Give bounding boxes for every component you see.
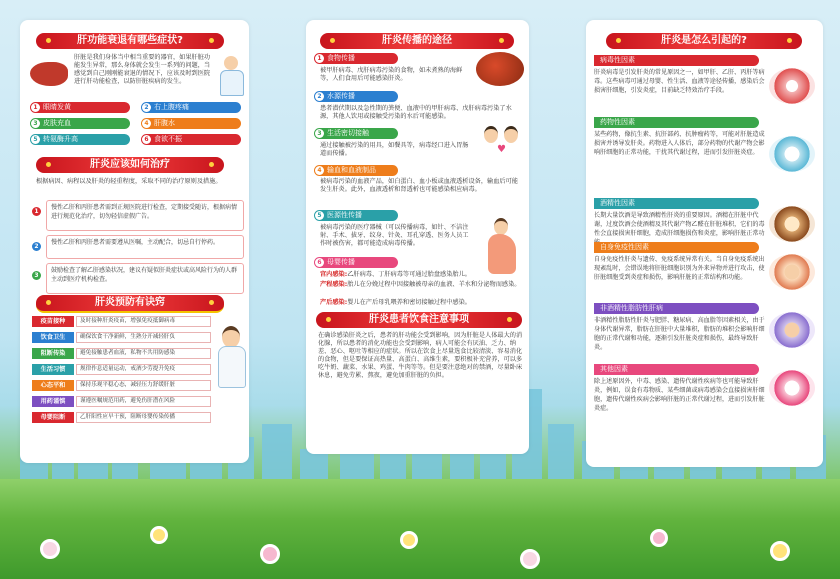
- cause-heading: 病毒性因素: [594, 55, 759, 66]
- prevention-text: 乙肝阳性应早干预，阻断母婴传染传播: [76, 412, 211, 423]
- route-text: 被甲肝病毒、戊肝病毒污染的食物，如未煮熟的海鲜等，人们食用后可能感染肝炎。: [320, 67, 463, 82]
- symptom-item: 2 右上腹疼痛: [141, 102, 241, 113]
- doctor-head-icon: [224, 56, 238, 70]
- doctor-coat-icon: [218, 346, 246, 388]
- cause-text: 非酒精性脂肪性肝炎与肥胖、糖尿病、高血脂等因素相关，由于身体代谢异常，脂肪在肝脏中大量堆积，脂肪的堆积会影响肝细胞的正常代谢和功能，逐渐引发肝脏炎症和损伤，最终导致肝炎。: [594, 317, 765, 351]
- prevention-label: 饮食卫生: [32, 332, 74, 343]
- cause-text: 肝炎病毒是引发肝炎的常见原因之一，如甲肝、乙肝、丙肝等病毒。这些病毒可通过母婴、性生活、血液等途径传播，感染后会损害肝细胞，引发炎症，目前缺乏特效治疗手段。: [594, 69, 765, 94]
- route-heading: 3 生活密切接触: [314, 128, 398, 139]
- middle-panel: [306, 20, 529, 454]
- prevention-label: 疫苗接种: [32, 316, 74, 327]
- sick-person-icon: [769, 254, 815, 290]
- couple-illustration: [482, 124, 522, 168]
- heart-icon: ♥: [497, 144, 506, 155]
- alcohol-bottle-icon: [769, 206, 815, 242]
- cause-text: 长期大量饮酒是导致酒精性肝炎的重要原因。酒精在肝脏中代谢，过度饮酒会使酒精及其代谢产物乙醛在肝脏堆积，它们的毒性会直接损害肝细胞，造成肝细胞损伤和炎症，影响肝脏正常功: [594, 212, 765, 237]
- lab-test-icon: [769, 370, 815, 406]
- route-text: 患者潜伏期以及急性期的粪便、血液中的甲肝病毒、戊肝病毒污染了水源，其他人饮用或接触受污染的水后可能感染。: [320, 105, 512, 120]
- route-heading: 5 医源性传播: [314, 210, 398, 221]
- grass-meadow: [0, 479, 840, 579]
- virus-icon: [769, 68, 815, 104]
- mother-line: 产程感染:胎儿在分娩过程中因接触被母亲的血液、羊水和分泌物而感染。: [320, 281, 521, 288]
- treat-number: 2: [32, 242, 41, 251]
- prevention-label: 生活习惯: [32, 364, 74, 375]
- prevention-text: 保持乐观平稳心态，减轻压力舒缓肝脏: [76, 380, 211, 391]
- cause-heading: 酒精性因素: [594, 198, 759, 209]
- dress-icon: [488, 234, 516, 274]
- flower-decoration: [770, 541, 790, 561]
- flower-decoration: [260, 544, 280, 564]
- symptom-item: 6 食欲不振: [141, 134, 241, 145]
- person-icon: [484, 126, 498, 143]
- cause-text: 除上述原因外，中毒、感染、遗传代谢性疾病等也可能导致肝炎，例如，误食有毒物质、某些细菌或病毒感染会直接损害肝细胞，遗传代谢性疾病会影响肝脏的正常代谢过程，进而引发肝脏炎症。: [594, 378, 765, 412]
- route-text: 通过接触被污染的用具，如餐具等，病毒经口进入胃肠道而传播。: [320, 142, 469, 157]
- route-text: 被病毒污染的医疗器械（可以传播病毒，如针、不洁注射、手术、拔牙、纹身、针灸、耳孔穿透、医务人员工作时被伤害，都可能造成病毒传播。: [320, 224, 469, 247]
- prevention-text: 避免接触患者血液，私物不共用防感染: [76, 348, 211, 359]
- route-heading: 2 水源传播: [314, 91, 398, 102]
- treat-number: 1: [32, 207, 41, 216]
- cause-heading: 药物性因素: [594, 117, 759, 128]
- route-heading: 4 输血和血液制品: [314, 165, 398, 176]
- symptom-item: 4 肝腹水: [141, 118, 241, 129]
- doctor-coat-icon: [220, 70, 244, 96]
- treat-item: 慢性乙肝和丙肝患者需到正规医院进行检查，定期接受随访，根据病情进行规范化治疗，切勿轻信虚假广告。: [46, 200, 244, 231]
- symptom-item: 3 皮肤充血: [30, 118, 130, 129]
- treat-title: 肝炎应该如何治疗: [36, 157, 224, 173]
- left-panel: [20, 20, 249, 463]
- treat-intro: 根据病因、病程以及肝炎的轻重程度，采取不同的治疗原则及措施。: [36, 178, 222, 185]
- doctor-illustration: [216, 54, 246, 96]
- prevention-text: 谨遵医嘱规范用药，避免伤肝潜在风险: [76, 396, 211, 407]
- prevention-label: 母婴阻断: [32, 412, 74, 423]
- treat-item: 鼓励检查了解乙肝感染状况，建议有疑似肝炎症状或高风险行为的人群主动到医疗机构检查。: [46, 263, 244, 294]
- liver-illustration: [26, 54, 72, 94]
- diet-text-top: 在确诊感染肝炎之后，患者的肝功能会受到影响，因为肝脏是人体最大的消化腺，所以患者的消化功能也会受到影响，病人可能会有厌油、乏力、纳差、恶心、呕吐等相应的症状。所以在饮食上尽量选食比较清淡、容易消化的食物，但是要保证高热量、高蛋白、高维生素，要积极补充营养，可以多吃牛奶、蔬菜、水果、鸡蛋、牛肉等等。但是要注意绝对的禁酒，尽量卧床休息，避免劳累、熬夜，避免加重肝脏的负担。: [318, 332, 523, 379]
- cause-text: 某些药物，像抗生素、抗肝部药、抗肿瘤药等，可能对肝脏造成损害并诱导发肝炎。药物进入人体后，部分药物的代谢产物会影响肝细胞的正常功能，干扰其代谢过程，进而引发肝脏炎症。: [594, 131, 765, 156]
- mother-line: 产后感染:婴儿在产后母乳喂养和密切接触过程中感染。: [320, 299, 471, 306]
- prevention-text: 确保饮食干净新鲜，生熟分开减轻肝负: [76, 332, 211, 343]
- prevention-label: 用药谨慎: [32, 396, 74, 407]
- route-text: 被病毒污染的血液产品，如白蛋白、血小板或血液透析设备，输血后可能发生肝炎。此外，血液透析和肾透析也可能感染相应病毒。: [320, 178, 518, 193]
- doctor-prevention-illustration: [216, 322, 246, 402]
- pregnant-woman-illustration: [482, 216, 522, 278]
- flower-decoration: [400, 531, 418, 549]
- person-icon: [504, 126, 518, 143]
- obese-person-icon: [769, 312, 815, 348]
- right-panel: [586, 20, 823, 467]
- liver-icon: [30, 62, 68, 86]
- route-heading: 1 食物传播: [314, 53, 398, 64]
- prevention-text: 规律作息适量运动，戒酒少劳提升免疫: [76, 364, 211, 375]
- flower-decoration: [150, 526, 168, 544]
- cause-heading: 非酒精性脂肪性肝病: [594, 303, 759, 314]
- medicine-icon: [769, 136, 815, 172]
- causes-title: 肝炎是怎么引起的?: [606, 33, 802, 49]
- route-heading: 6 母婴传播: [314, 257, 398, 268]
- cause-heading: 其他因素: [594, 364, 759, 375]
- cause-text: 自身免疫性肝炎与遗传、免疫系统异常有关。当自身免疫系统出现紊乱时，会错误地将肝脏细胞识别为外来异物并进行攻击，使肝脏细胞受到炎症和损伤，影响肝脏的正常结构和功能。: [594, 256, 765, 281]
- prevention-label: 心态平和: [32, 380, 74, 391]
- person-icon: [494, 218, 508, 235]
- prevention-text: 及时接种肝炎疫苗，增强免疫抵御病毒: [76, 316, 211, 327]
- flower-decoration: [40, 539, 60, 559]
- symptoms-title: 肝功能衰退有哪些症状?: [36, 33, 224, 49]
- prevent-title: 肝炎预防有诀窍: [36, 295, 224, 313]
- treat-item: 慢性乙肝和丙肝患者需要遵从医嘱，主动配合，切忌自行停药。: [46, 235, 244, 259]
- symptom-item: 1 眼睛发黄: [30, 102, 130, 113]
- flower-decoration: [520, 549, 540, 569]
- symptoms-intro: 肝脏是我们身体当中相当重要的器官，如果肝脏功能发生异常，那么身体就会发生一系列的问题，当感觉到自己刚刚能衰退的情况下，应该及时到医院进行肝功能检查，以防肝脏疾病的发生。: [74, 54, 211, 85]
- routes-title: 肝炎传播的途径: [320, 33, 514, 49]
- cause-heading: 自身免疫性因素: [594, 242, 759, 253]
- diet-title: 肝炎患者饮食注意事项: [316, 312, 522, 328]
- flower-decoration: [650, 529, 668, 547]
- doctor-head-icon: [222, 326, 240, 348]
- prevention-label: 阻断传染: [32, 348, 74, 359]
- treat-number: 3: [32, 271, 41, 280]
- food-dish-icon: [476, 52, 524, 86]
- mother-line: 宫内感染:乙肝病毒、丁肝病毒等可通过胎盘感染胎儿。: [320, 271, 471, 278]
- symptom-item: 5 转氨酶升高: [30, 134, 130, 145]
